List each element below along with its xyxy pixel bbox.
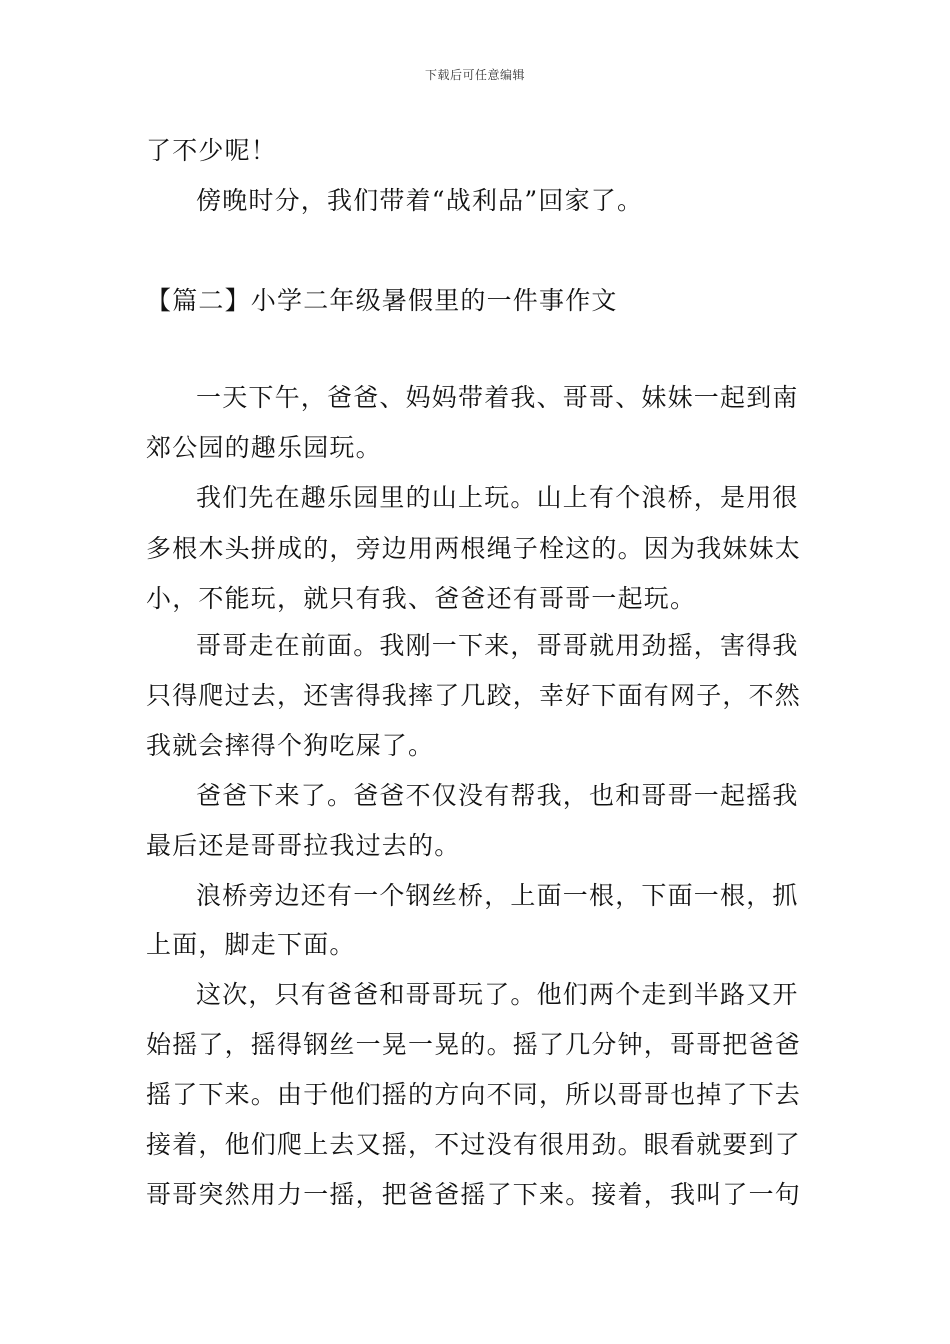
text-line: 始摇了，摇得钢丝一晃一晃的。摇了几分钟，哥哥把爸爸 <box>146 1030 802 1059</box>
text-line: 小，不能玩，就只有我、爸爸还有哥哥一起玩。 <box>146 584 697 613</box>
section-heading: 【篇二】小学二年级暑假里的一件事作文 <box>146 286 618 315</box>
text-line: 摇了下来。由于他们摇的方向不同，所以哥哥也掉了下去 <box>146 1080 802 1109</box>
text-line: 一天下午，爸爸、妈妈带着我、哥哥、妹妹一起到南 <box>196 383 799 412</box>
text-line: 多根木头拼成的，旁边用两根绳子栓这的。因为我妹妹太 <box>146 534 802 563</box>
text-line: 接着，他们爬上去又摇，不过没有很用劲。眼看就要到了 <box>146 1130 802 1159</box>
text-line: 郊公园的趣乐园玩。 <box>146 433 382 462</box>
text-line: 了不少呢！ <box>146 136 278 165</box>
text-line: 上面，脚走下面。 <box>146 930 356 959</box>
text-line: 只得爬过去，还害得我摔了几跤，幸好下面有网子，不然 <box>146 681 802 710</box>
text-line: 哥哥突然用力一摇，把爸爸摇了下来。接着，我叫了一句 <box>146 1180 802 1209</box>
page-header: 下载后可任意编辑 <box>424 68 525 82</box>
text-line: 爸爸下来了。爸爸不仅没有帮我，也和哥哥一起摇我 <box>196 781 799 810</box>
text-line: 最后还是哥哥拉我过去的。 <box>146 831 461 860</box>
text-line: 哥哥走在前面。我刚一下来，哥哥就用劲摇，害得我 <box>196 631 799 660</box>
text-line: 我就会摔得个狗吃屎了。 <box>146 731 435 760</box>
text-line: 我们先在趣乐园里的山上玩。山上有个浪桥，是用很 <box>196 483 799 512</box>
text-line: 傍晚时分，我们带着“战利品”回家了。 <box>196 186 644 215</box>
text-line: 这次，只有爸爸和哥哥玩了。他们两个走到半路又开 <box>196 980 799 1009</box>
text-line: 浪桥旁边还有一个钢丝桥，上面一根，下面一根，抓 <box>196 881 799 910</box>
